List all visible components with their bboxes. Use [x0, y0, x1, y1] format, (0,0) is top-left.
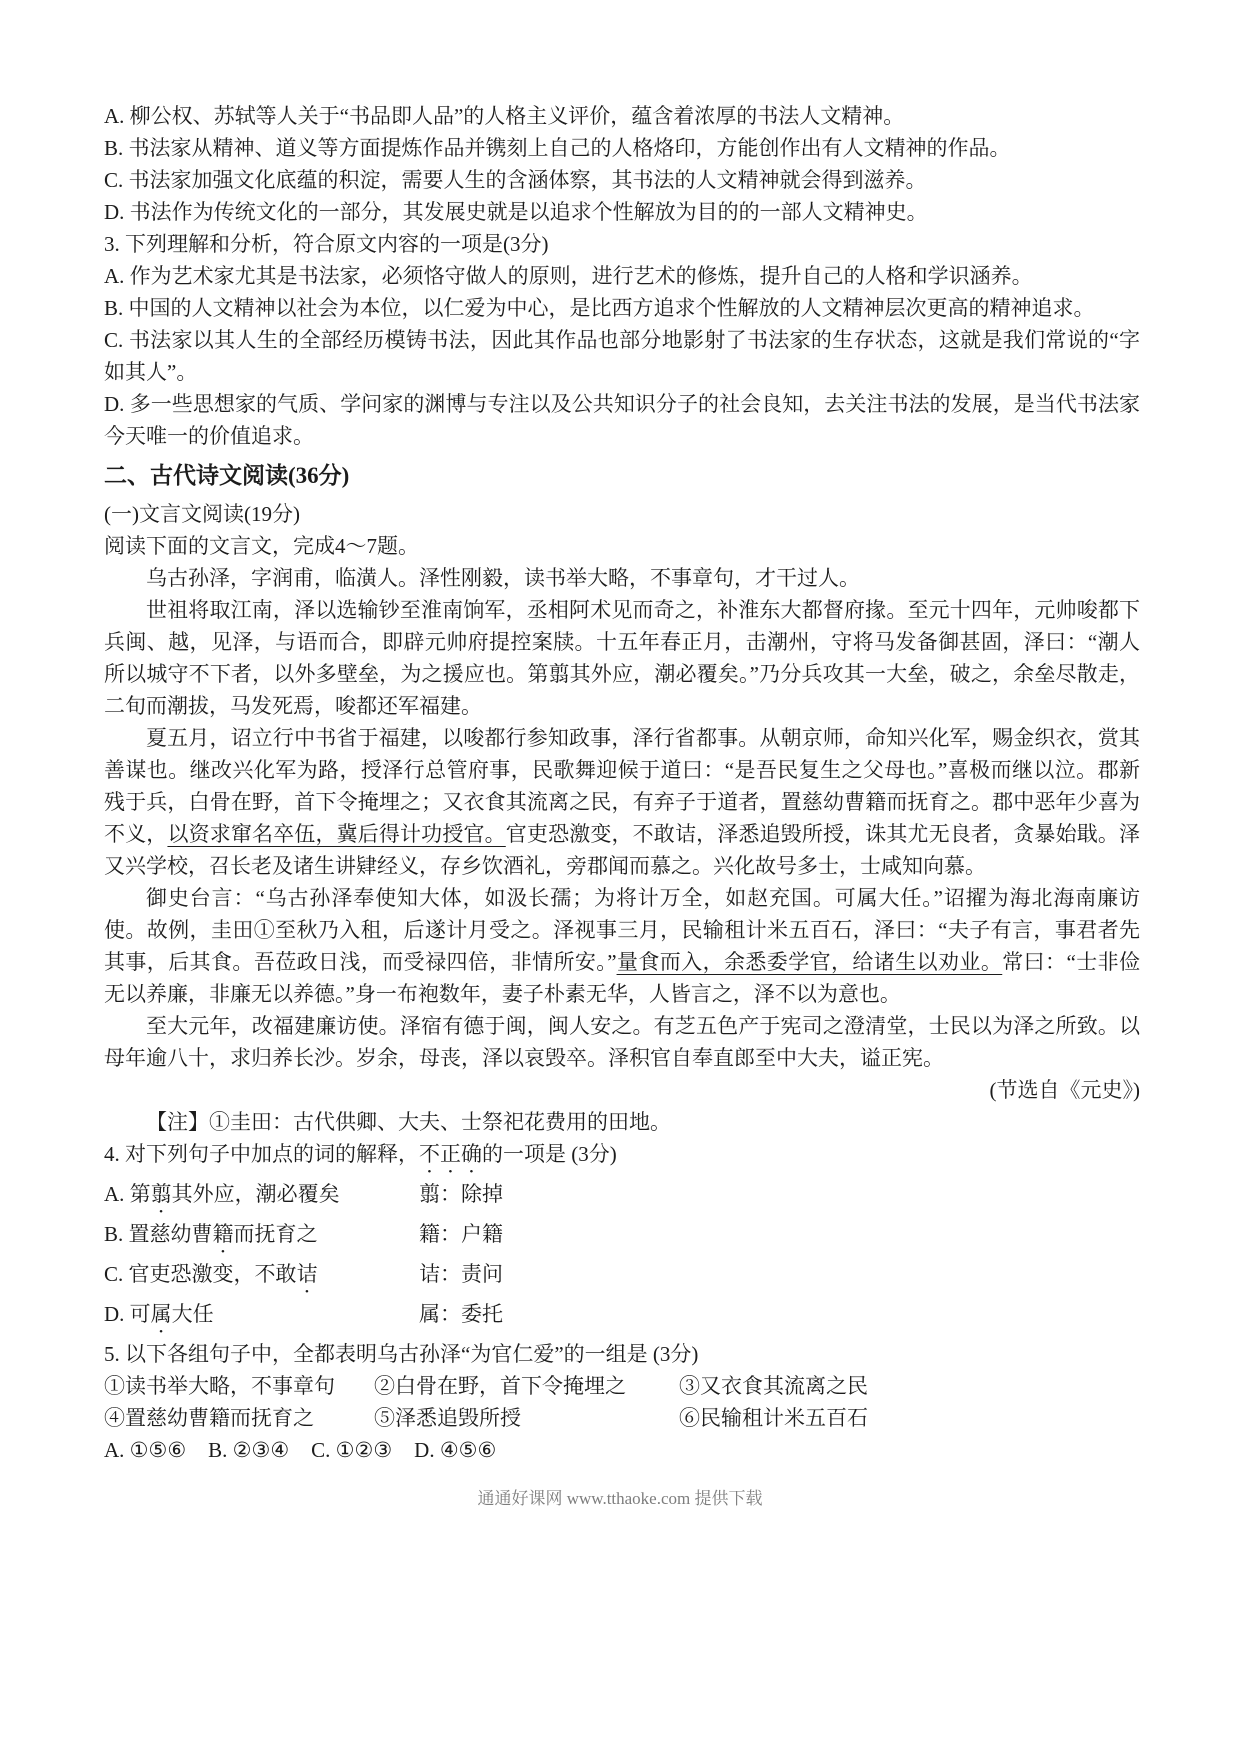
section-title: 二、古代诗文阅读(36分): [104, 463, 350, 488]
q4-text-segment: B. 置慈幼曹: [104, 1222, 213, 1246]
q5-answer-c: C. ①②③: [311, 1438, 393, 1462]
q4-dotted-word: 翦: [150, 1182, 172, 1206]
underlined-passage-text: 量食而入，余悉委学官，给诸生以劝业。: [616, 950, 1003, 974]
q4-gloss: 籍：户籍: [419, 1222, 503, 1246]
passage-paragraph-4: [104, 882, 1140, 1010]
passage-text: 官吏恐激变，不敢诘，泽悉追毁所授，诛其尤无良者，贪暴始戢。泽又兴学校，召长老及诸生讲肄经义，存乡饮酒礼，旁郡闻而慕之。兴化故号多士，士咸知向慕。: [104, 822, 1141, 878]
q5-item-5: ⑤泽悉追毁所授: [374, 1406, 521, 1430]
q4-stem-emphasis: 不正确: [419, 1142, 482, 1166]
q2-option-b: B. 书法家从精神、道义等方面提炼作品并镌刻上自己的人格烙印，方能创作出有人文精神的作品。: [104, 136, 1011, 160]
q2-option-c: C. 书法家加强文化底蕴的积淀，需要人生的含涵体察，其书法的人文精神就会得到滋养。: [104, 168, 927, 192]
passage-paragraph-3: [104, 722, 1140, 882]
q5-answer-b: B. ②③④: [208, 1438, 290, 1462]
q4-text-segment: C. 官吏恐激变，不敢: [104, 1262, 297, 1286]
q5-answer-choices: [104, 1434, 1140, 1466]
q5-item-6: ⑥民输租计米五百石: [679, 1406, 868, 1430]
q4-sentence: [104, 1258, 419, 1298]
q2-option-a: A. 柳公权、苏轼等人关于“书品即人品”的人格主义评价，蕴含着浓厚的书法人文精神。: [104, 104, 905, 128]
q4-stem: [104, 1138, 1140, 1178]
q4-gloss: 翦：除掉: [419, 1182, 503, 1206]
q4-sentence: [104, 1178, 419, 1218]
footer-download-credit: 通通好课网 www.tthaoke.com 提供下载: [477, 1489, 763, 1508]
q5-answer-d: D. ④⑤⑥: [414, 1438, 497, 1462]
passage-paragraph-5: 至大元年，改福建廉访使。泽宿有德于闽，闽人安之。有芝五色产于宪司之澄清堂，士民以为泽之所致。以母年逾八十，求归养长沙。岁余，母丧，泽以哀毁卒。泽积官自奉直郎至中大夫，谥正宪。: [104, 1014, 1140, 1070]
passage-note: 【注】①圭田：古代供卿、大夫、士祭祀花费用的田地。: [146, 1110, 671, 1134]
q4-option-d: [104, 1298, 1140, 1338]
passage-text: 常曰：“士非俭无以养廉，非廉无以养德。”身一布袍数年，妻子朴素无华，人皆言之，泽不以为意也。: [104, 950, 1141, 1006]
q5-item-3: ③又衣食其流离之民: [679, 1374, 868, 1398]
q4-gloss: 属：委托: [419, 1302, 503, 1326]
q3-option-a: A. 作为艺术家尤其是书法家，必须恪守做人的原则，进行艺术的修炼，提升自己的人格和学识涵养。: [104, 264, 1033, 288]
q5-stem: 5. 以下各组句子中，全都表明乌古孙泽“为官仁爱”的一组是 (3分): [104, 1342, 699, 1366]
q4-option-a: [104, 1178, 1140, 1218]
q5-answer-a: A. ①⑤⑥: [104, 1438, 187, 1462]
q4-text-segment: 而抚育之: [233, 1222, 318, 1246]
q3-option-c: C. 书法家以其人生的全部经历模铸书法，因此其作品也部分地影射了书法家的生存状态，这就是我们常说的“字如其人”。: [104, 328, 1140, 384]
q5-item-2: ②白骨在野，首下令掩埋之: [374, 1374, 626, 1398]
passage-paragraph-2: 世祖将取江南，泽以选输钞至淮南饷军，丞相阿术见而奇之，补淮东大都督府掾。至元十四年，元帅唆都下兵闽、越，见泽，与语而合，即辟元帅府提控案牍。十五年春正月，击潮州，守将马发备御甚固，泽曰：“潮人所以城守不下者，以外多壁垒，为之援应也。第翦其外应，潮必覆矣。”乃分兵攻其一大垒，破之，余垒尽散走，二旬而潮拔，马发死焉，唆都还军福建。: [104, 598, 1140, 718]
q2-option-d: D. 书法作为传统文化的一部分，其发展史就是以追求个性解放为目的的一部人文精神史。: [104, 200, 928, 224]
passage-paragraph-1: 乌古孙泽，字润甫，临潢人。泽性刚毅，读书举大略，不事章句，才干过人。: [146, 566, 860, 590]
q5-item-4: ④置慈幼曹籍而抚育之: [104, 1406, 314, 1430]
q4-sentence: [104, 1298, 419, 1338]
q3-stem: 3. 下列理解和分析，符合原文内容的一项是(3分): [104, 232, 549, 256]
q4-text-segment: 大任: [171, 1302, 214, 1326]
passage-text: 御史台言：“乌古孙泽奉使知大体，如汲长孺；为将计万全，如赵充国。可属大任。”诏擢为海北海南廉访使。故例，圭田①至秋乃入租，后遂计月受之。泽视事三月，民输租计米五百石，泽曰：“夫子有言，事君者先其事，后其食。吾莅政日浅，而受禄四倍，非情所安。”: [104, 886, 1140, 974]
q4-sentence: [104, 1218, 419, 1258]
q4-dotted-word: 籍: [212, 1222, 234, 1246]
q5-items-row-1: [104, 1370, 1140, 1402]
q4-dotted-word: 诘: [296, 1262, 318, 1286]
q4-dotted-word: 属: [150, 1302, 172, 1326]
passage-source: (节选自《元史》): [989, 1078, 1140, 1102]
q3-option-b: B. 中国的人文精神以社会为本位，以仁爱为中心，是比西方追求个性解放的人文精神层次更高的精神追求。: [104, 296, 1095, 320]
q4-text-segment: D. 可: [104, 1302, 151, 1326]
q5-items-row-2: [104, 1402, 1140, 1434]
q4-gloss: 诘：责问: [419, 1262, 503, 1286]
reading-instruction: 阅读下面的文言文，完成4～7题。: [104, 534, 419, 558]
part-title: (一)文言文阅读(19分): [104, 502, 300, 526]
q4-option-b: [104, 1218, 1140, 1258]
q3-option-d: D. 多一些思想家的气质、学问家的渊博与专注以及公共知识分子的社会良知，去关注书法的发展，是当代书法家今天唯一的价值追求。: [104, 392, 1140, 448]
passage-text: 夏五月，诏立行中书省于福建，以唆都行参知政事，泽行省都事。从朝京师，命知兴化军，赐金织衣，赏其善谋也。继改兴化军为路，授泽行总管府事，民歌舞迎候于道曰：“是吾民复生之父母也。”喜极而继以泣。郡新残于兵，白骨在野，首下令掩埋之；又衣食其流离之民，有弃子于道者，置慈幼曹籍而抚育之。郡中恶年少喜为不义，: [104, 726, 1140, 846]
underlined-passage-text: 以资求窜名卒伍，冀后得计功授官。: [167, 822, 506, 846]
q4-option-c: [104, 1258, 1140, 1298]
q4-text-segment: A. 第: [104, 1182, 151, 1206]
q4-text-segment: 其外应，潮必覆矣: [171, 1182, 340, 1206]
q4-stem-text: 的一项是 (3分): [482, 1142, 617, 1166]
q4-stem-text: 4. 对下列句子中加点的词的解释，: [104, 1142, 419, 1166]
q5-item-1: ①读书举大略，不事章句: [104, 1374, 335, 1398]
